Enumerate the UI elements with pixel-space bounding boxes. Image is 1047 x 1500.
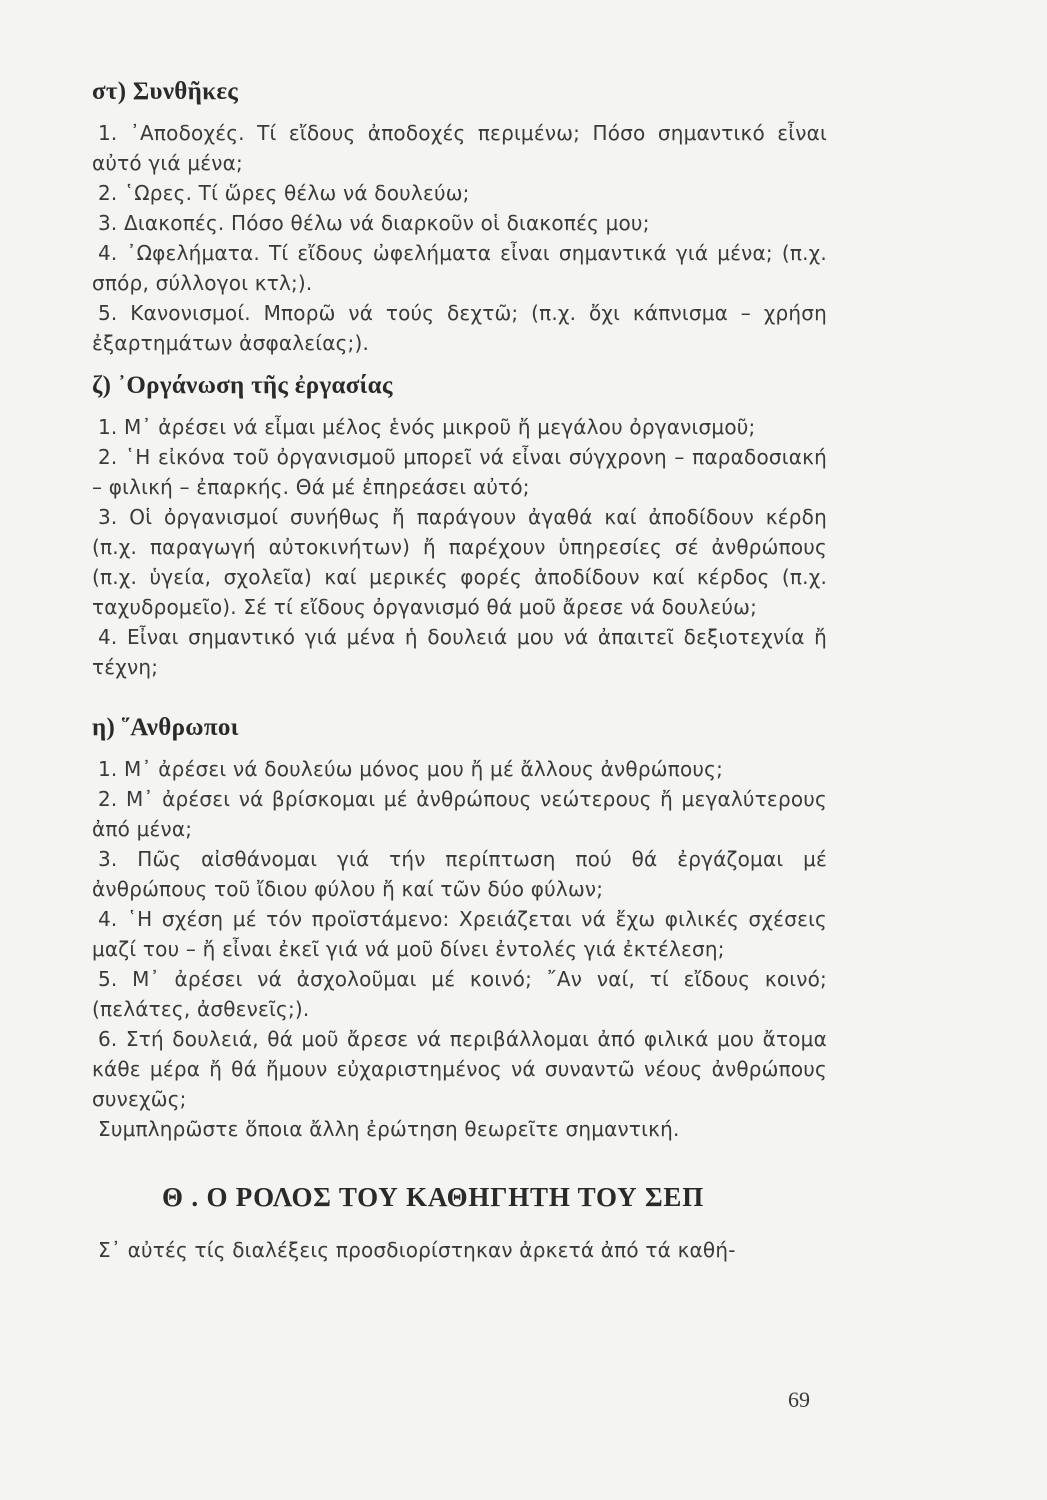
list-item: 3. Διακοπές. Πόσο θέλω νά διαρκοῦν οἱ διακοπές μου; bbox=[98, 211, 650, 235]
section-block bbox=[92, 372, 827, 682]
list-item: 5. Κανονισμοί. Μπορῶ νά τούς δεχτῶ; (π.χ. ὄχι κάπνισμα – χρήση ἐξαρτημάτων ἀσφαλείας;). bbox=[92, 301, 827, 355]
list-item: 3. Πῶς αἰσθάνομαι γιά τήν περίπτωση πού θά ἐργάζομαι μέ ἀνθρώπους τοῦ ἴδιου φύλου ἤ καί τῶν δύο φύλων; bbox=[92, 847, 827, 901]
page-content bbox=[92, 78, 827, 1265]
list-item: 4. ᾿Ωφελήματα. Τί εἴδους ὠφελήματα εἶναι σημαντικά γιά μένα; (π.χ. σπόρ, σύλλογοι κτλ;). bbox=[92, 241, 827, 295]
page-number: 69 bbox=[788, 1387, 810, 1412]
list-item: 1. ᾿Αποδοχές. Τί εἴδους ἀποδοχές περιμένω; Πόσο σημαντικό εἶναι αὐτό γιά μένα; bbox=[92, 121, 827, 175]
list-item: 4. Εἶναι σημαντικό γιά μένα ἡ δουλειά μου νά ἀπαιτεῖ δεξιοτεχνία ἤ τέχνη; bbox=[92, 625, 827, 679]
list-item: 2. ῾Η εἰκόνα τοῦ ὀργανισμοῦ μπορεῖ νά εἶναι σύγχρονη – παραδοσιακή – φιλική – ἐπαρκής. Θά μέ ἐπηρεάσει αὐτό; bbox=[92, 445, 827, 499]
list-item: 6. Στή δουλειά, θά μοῦ ἄρεσε νά περιβάλλομαι ἀπό φιλικά μου ἄτομα κάθε μέρα ἤ θά ἤμουν εὐχαριστημένος νά συναντῶ νέους ἀνθρώπους συνεχῶς; bbox=[92, 1027, 827, 1111]
chapter-title: Θ . Ο ΡΟΛΟΣ ΤΟΥ ΚΑΘΗΓΗΤΗ ΤΟΥ ΣΕΠ bbox=[162, 1182, 705, 1212]
list-item: 3. Οἱ ὀργανισμοί συνήθως ἤ παράγουν ἀγαθά καί ἀποδίδουν κέρδη (π.χ. παραγωγή αὐτοκινήτων) ἤ παρέχουν ὑπηρεσίες σέ ἀνθρώπους (π.χ. ὑγεία, σχολεῖα) καί μερικές φορές ἀποδίδουν καί κέρδος (π.χ. ταχυδρομεῖο). Σέ τί εἴδους ὀργανισμό θά μοῦ ἄρεσε νά δουλεύω; bbox=[92, 505, 827, 619]
section-title: ζ) ᾿Οργάνωση τῆς ἐργασίας bbox=[92, 372, 393, 399]
section-block bbox=[92, 714, 827, 1144]
chapter-intro: Σ᾿ αὐτές τίς διαλέξεις προσδιορίστηκαν ἀρκετά ἀπό τά καθή- bbox=[98, 1238, 736, 1262]
section-title: στ) Συνθῆκες bbox=[92, 78, 239, 105]
list-item: 5. Μ᾿ ἀρέσει νά ἀσχολοῦμαι μέ κοινό; ῎Αν ναί, τί εἴδους κοινό; (πελάτες, ἀσθενεῖς;). bbox=[92, 967, 827, 1021]
list-item: 4. ῾Η σχέση μέ τόν προϊστάμενο: Χρειάζεται νά ἔχω φιλικές σχέσεις μαζί του – ἤ εἶναι ἐκεῖ γιά νά μοῦ δίνει ἐντολές γιά ἐκτέλεση; bbox=[92, 907, 827, 961]
section-title: η) ῞Ανθρωποι bbox=[92, 714, 239, 741]
list-item: 1. Μ᾿ ἀρέσει νά δουλεύω μόνος μου ἤ μέ ἄλλους ἀνθρώπους; bbox=[98, 757, 724, 781]
list-item: 1. Μ᾿ ἀρέσει νά εἶμαι μέλος ἑνός μικροῦ ἤ μεγάλου ὀργανισμοῦ; bbox=[98, 415, 756, 439]
list-item: 2. ῾Ωρες. Τί ὥρες θέλω νά δουλεύω; bbox=[98, 181, 470, 205]
list-item: 2. Μ᾿ ἀρέσει νά βρίσκομαι μέ ἀνθρώπους νεώτερους ἤ μεγαλύτερους ἀπό μένα; bbox=[92, 787, 827, 841]
closing-text: Συμπληρῶστε ὅποια ἄλλη ἐρώτηση θεωρεῖτε σημαντική. bbox=[98, 1117, 680, 1141]
section-block bbox=[92, 78, 827, 358]
